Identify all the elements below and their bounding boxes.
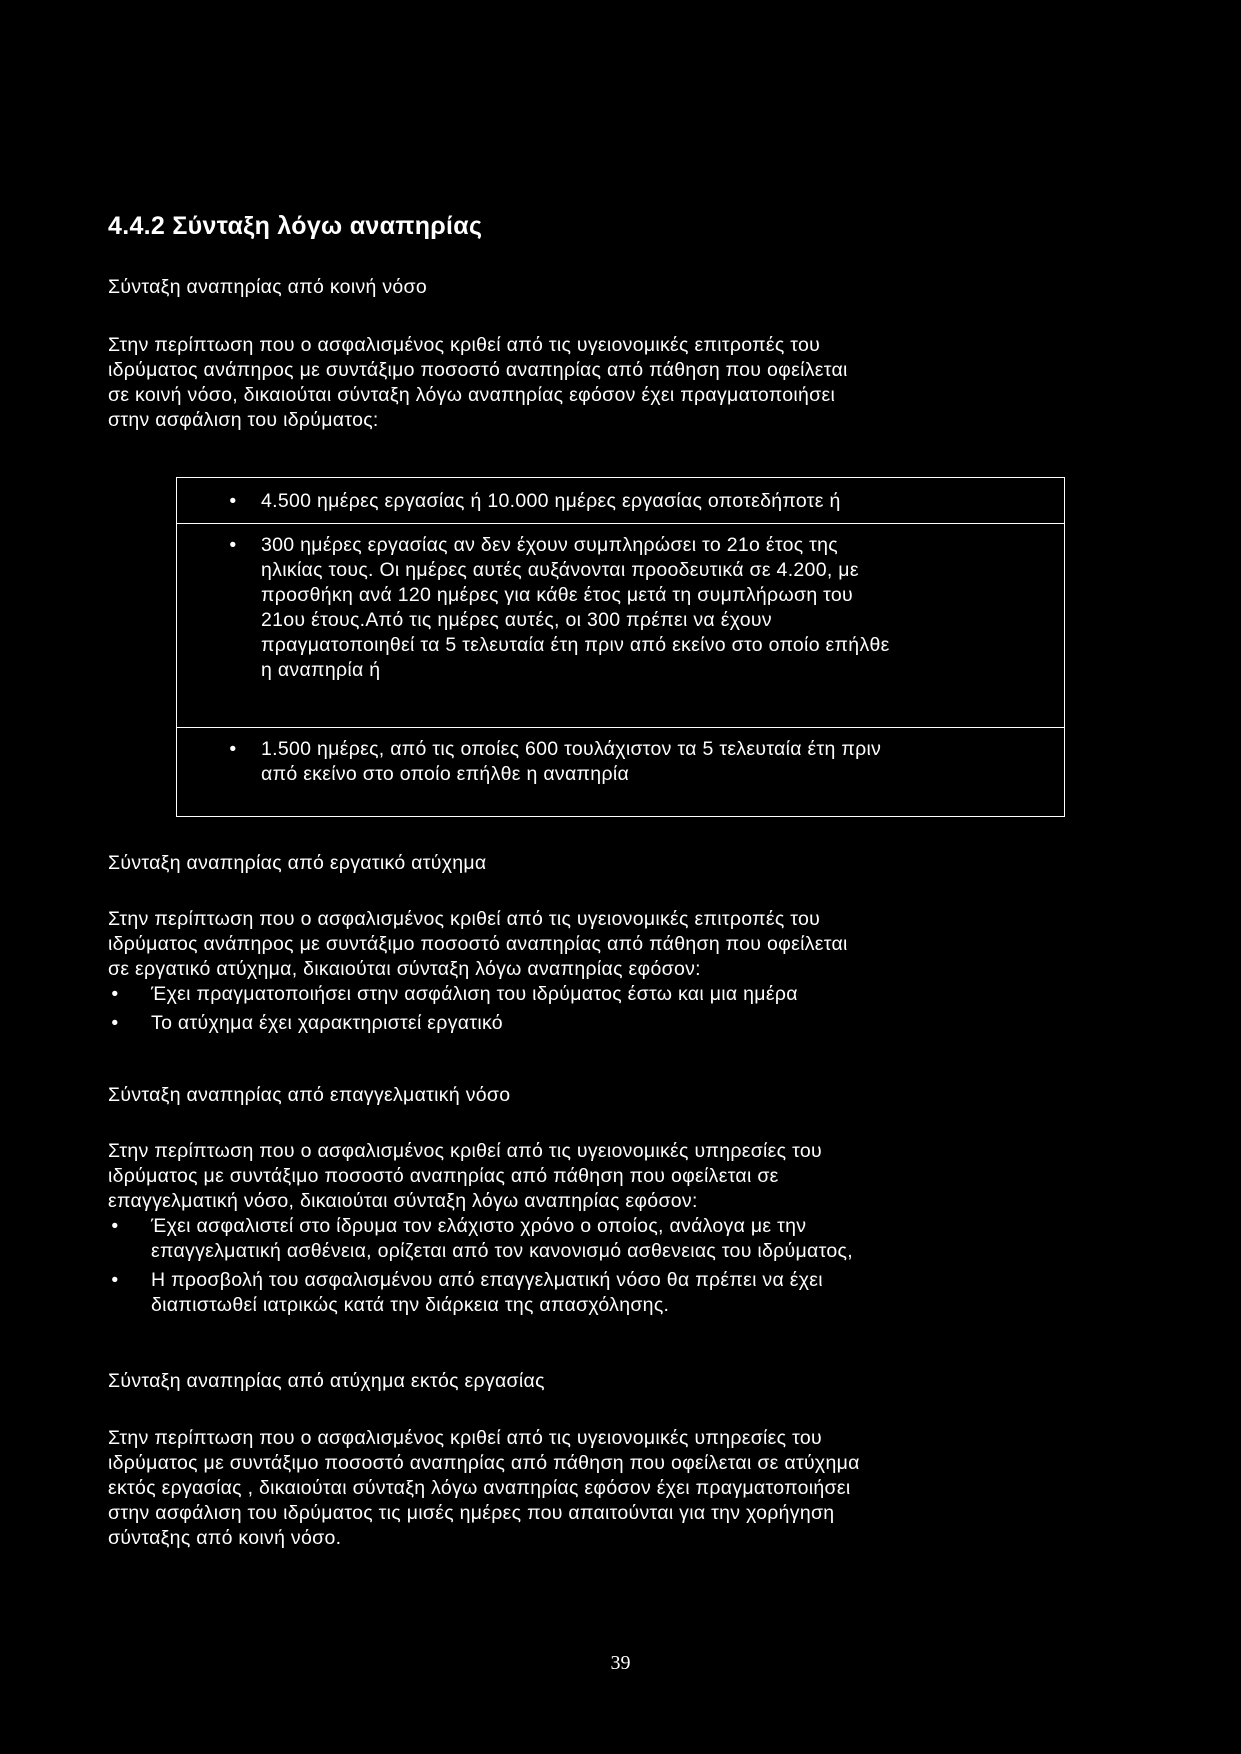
page-number: 39	[610, 1652, 631, 1674]
requirement-line: 1.500 ημέρες, από τις οποίες 600 τουλάχιστον τα 5 τελευταία έτη πριν	[261, 738, 882, 760]
requirement-line: πραγματοποιηθεί τα 5 τελευταία έτη πριν από εκείνο στο οποίο επήλθε	[261, 634, 890, 656]
requirement-item	[177, 737, 1064, 792]
list-item: • Έχει ασφαλιστεί στο ίδρυμα τον ελάχιστο χρόνο ο οποίος, ανάλογα με την επαγγελματική ασθένεια, ορίζεται από τον κανονισμό ασθενειας του ιδρύματος,	[108, 1214, 1138, 1264]
common-illness-paragraph	[108, 333, 1138, 433]
paragraph-line: σε κοινή νόσο, δικαιούται σύνταξη λόγω αναπηρίας εφόσον έχει πραγματοποιήσει	[108, 384, 836, 406]
paragraph-line: Στην περίπτωση που ο ασφαλισμένος κριθεί από τις υγειονομικές υπηρεσίες του	[108, 1427, 822, 1449]
occupational-disease-title: Σύνταξη αναπηρίας από επαγγελματική νόσο	[108, 1084, 511, 1106]
requirement-item	[177, 489, 1064, 514]
non-work-accident-title: Σύνταξη αναπηρίας από ατύχημα εκτός εργασίας	[108, 1370, 545, 1392]
requirement-line: 300 ημέρες εργασίας αν δεν έχουν συμπληρώσει το 21ο έτος της	[261, 534, 838, 556]
paragraph-line: σύνταξης από κοινή νόσο.	[108, 1527, 342, 1549]
paragraph-line: σε εργατικό ατύχημα, δικαιούται σύνταξη λόγω αναπηρίας εφόσον:	[108, 958, 701, 980]
paragraph-line: Στην περίπτωση που ο ασφαλισμένος κριθεί από τις υγειονομικές υπηρεσίες του	[108, 1140, 822, 1162]
bullet-icon: •	[111, 1215, 119, 1237]
requirement-line: ηλικίας τους. Οι ημέρες αυτές αυξάνονται προοδευτικά σε 4.200, με	[261, 559, 859, 581]
paragraph-line: στην ασφάλιση του ιδρύματος τις μισές ημέρες που απαιτούνται για την χορήγηση	[108, 1502, 835, 1524]
requirement-line: προσθήκη ανά 120 ημέρες για κάθε έτος μετά τη συμπλήρωση του	[261, 584, 854, 606]
paragraph-line: επαγγελματική νόσο, δικαιούται σύνταξη λόγω αναπηρίας εφόσον:	[108, 1190, 698, 1212]
bullet-icon: •	[111, 1012, 119, 1034]
occupational-disease-conditions	[108, 1214, 1138, 1318]
bullet-icon: •	[111, 983, 119, 1005]
list-item: • Το ατύχημα έχει χαρακτηριστεί εργατικό	[108, 1011, 1138, 1036]
section-heading: 4.4.2 Σύνταξη λόγω αναπηρίας	[108, 212, 483, 240]
paragraph-line: ιδρύματος με συντάξιμο ποσοστό αναπηρίας από πάθηση που οφείλεται σε	[108, 1165, 779, 1187]
non-work-accident-paragraph	[108, 1426, 1138, 1551]
requirement-line: 21ου έτους.Από τις ημέρες αυτές, οι 300 πρέπει να έχουν	[261, 609, 772, 631]
bullet-icon: •	[111, 1269, 119, 1291]
paragraph-line: στην ασφάλιση του ιδρύματος:	[108, 409, 379, 431]
requirement-line: από εκείνο στο οποίο επήλθε η αναπηρία	[261, 763, 630, 785]
occupational-disease-paragraph	[108, 1139, 1138, 1318]
paragraph-line: ιδρύματος με συντάξιμο ποσοστό αναπηρίας από πάθηση που οφείλεται σε ατύχημα	[108, 1452, 860, 1474]
list-item: • Η προσβολή του ασφαλισμένου από επαγγελματική νόσο θα πρέπει να έχει διαπιστωθεί ιατρικώς κατά την διάρκεια της απασχόλησης.	[108, 1268, 1138, 1318]
work-accident-paragraph	[108, 907, 1138, 1036]
requirement-line: 4.500 ημέρες εργασίας ή 10.000 ημέρες εργασίας οποτεδήποτε ή	[261, 490, 841, 512]
bullet-icon: •	[229, 490, 237, 512]
bullet-icon: •	[229, 738, 237, 760]
paragraph-line: Στην περίπτωση που ο ασφαλισμένος κριθεί από τις υγειονομικές επιτροπές του	[108, 908, 821, 930]
common-illness-title: Σύνταξη αναπηρίας από κοινή νόσο	[108, 276, 428, 298]
work-accident-title: Σύνταξη αναπηρίας από εργατικό ατύχημα	[108, 852, 487, 874]
work-accident-conditions	[108, 982, 1138, 1036]
requirement-line: η αναπηρία ή	[261, 659, 381, 681]
bullet-icon: •	[229, 534, 237, 556]
list-item: • Έχει πραγματοποιήσει στην ασφάλιση του ιδρύματος έστω και μια ημέρα	[108, 982, 1138, 1007]
paragraph-line: ιδρύματος ανάπηρος με συντάξιμο ποσοστό αναπηρίας από πάθηση που οφείλεται	[108, 933, 848, 955]
paragraph-line: Στην περίπτωση που ο ασφαλισμένος κριθεί από τις υγειονομικές επιτροπές του	[108, 334, 821, 356]
paragraph-line: ιδρύματος ανάπηρος με συντάξιμο ποσοστό αναπηρίας από πάθηση που οφείλεται	[108, 359, 848, 381]
requirement-item	[177, 533, 1064, 693]
paragraph-line: εκτός εργασίας , δικαιούται σύνταξη λόγω αναπηρίας εφόσον έχει πραγματοποιήσει	[108, 1477, 851, 1499]
requirements-box	[176, 477, 1065, 817]
